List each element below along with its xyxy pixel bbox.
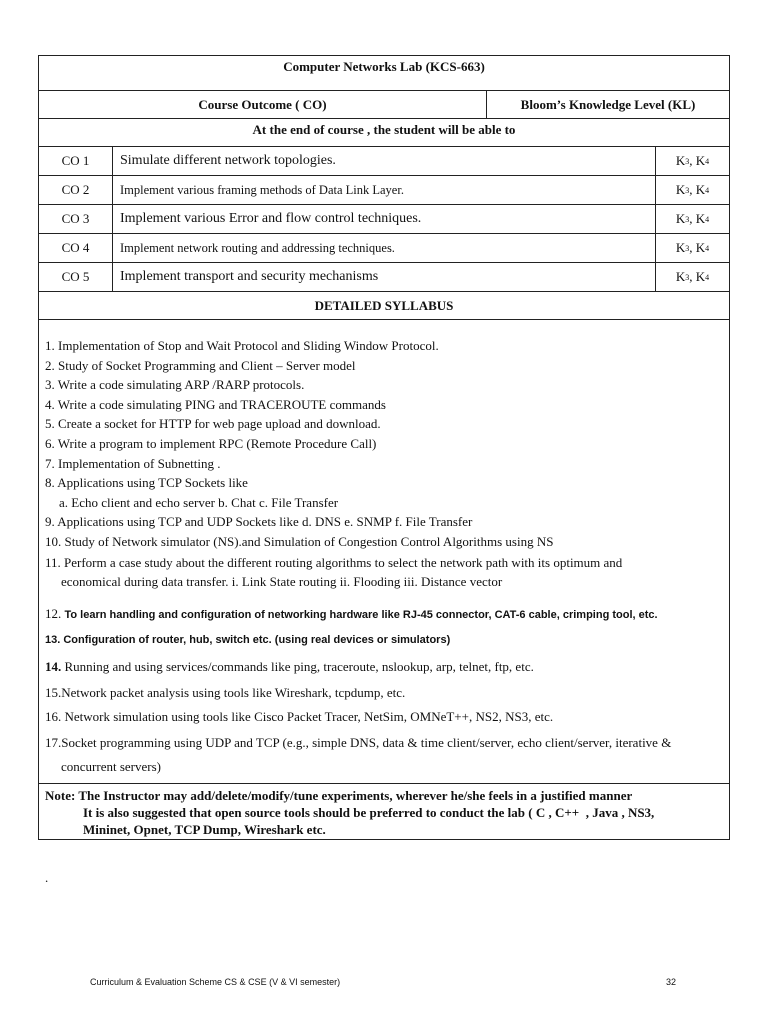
list-item: 3. Write a code simulating ARP /RARP protocols. (45, 377, 305, 393)
syllabus-list (39, 320, 729, 784)
note-line: Note: The Instructor may add/delete/modify/tune experiments, wherever he/she feels in a justified manner (45, 787, 633, 803)
co-knowledge-level: K 3 , K 4 (675, 182, 710, 197)
intro-statement: At the end of course , the student will be able to (39, 119, 729, 147)
list-item: economical during data transfer. i. Link State routing ii. Flooding iii. Distance vector (61, 574, 503, 590)
list-item: 13. Configuration of router, hub, switch etc. (using real devices or simulators) (45, 634, 451, 647)
co-knowledge-level: K 3 , K 4 (675, 211, 710, 226)
list-item: 2. Study of Socket Programming and Client – Server model (45, 357, 356, 373)
table-row (39, 176, 729, 205)
list-item: 7. Implementation of Subnetting . (45, 455, 221, 471)
list-item: concurrent servers) (61, 759, 161, 775)
co-description: Implement network routing and addressing techniques. (113, 234, 656, 262)
page-number: 32 (666, 977, 677, 987)
table-row (39, 234, 729, 263)
list-item: 15.Network packet analysis using tools like Wireshark, tcpdump, etc. (45, 684, 406, 700)
note-line: Mininet, Opnet, TCP Dump, Wireshark etc. (83, 821, 326, 837)
co-id: CO 1 (39, 147, 113, 175)
co-id: CO 5 (39, 263, 113, 291)
table-row (39, 147, 729, 176)
co-knowledge-level: K 3 , K 4 (675, 240, 710, 255)
co-id: CO 3 (39, 205, 113, 233)
list-item: 5. Create a socket for HTTP for web page upload and download. (45, 416, 381, 432)
list-item: 16. Network simulation using tools like Cisco Packet Tracer, NetSim, OMNeT++, NS2, NS3, etc. (45, 709, 554, 725)
course-outcome-header: Course Outcome ( CO) (39, 91, 487, 118)
syllabus-table (38, 55, 730, 840)
knowledge-level-header: Bloom’s Knowledge Level (KL) (520, 96, 696, 112)
list-item: 1. Implementation of Stop and Wait Protocol and Sliding Window Protocol. (45, 338, 439, 353)
co-knowledge-level: K 3 , K 4 (675, 153, 710, 168)
syllabus-heading: DETAILED SYLLABUS (39, 292, 729, 320)
list-item: 10. Study of Network simulator (NS).and Simulation of Congestion Control Algorithms using NS (45, 533, 554, 549)
co-knowledge-level: K 3 , K 4 (675, 269, 710, 284)
co-id: CO 2 (39, 176, 113, 204)
co-description: Implement transport and security mechanisms (113, 263, 656, 291)
list-item: 4. Write a code simulating PING and TRACEROUTE commands (45, 396, 386, 412)
co-description: Simulate different network topologies. (113, 147, 656, 175)
course-title: Computer Networks Lab (KCS-663) (39, 56, 729, 91)
instructor-note (39, 784, 729, 839)
co-description: Implement various Error and flow control techniques. (113, 205, 656, 233)
co-description: Implement various framing methods of Data Link Layer. (113, 176, 656, 204)
list-item: 14. Running and using services/commands like ping, traceroute, nslookup, arp, telnet, ftp, etc. (45, 658, 534, 674)
list-item: 17.Socket programming using UDP and TCP (e.g., simple DNS, data & time client/server, echo client/server, iterative & (45, 734, 672, 750)
table-row (39, 205, 729, 234)
list-item: 11. Perform a case study about the different routing algorithms to select the network path with its optimum and (45, 554, 623, 570)
note-line: It is also suggested that open source tools should be preferred to conduct the lab ( C , C++ , Java , NS3, (83, 804, 655, 820)
list-item: 12. To learn handling and configuration of networking hardware like RJ-45 connector, CAT-6 cable, crimping tool, etc. (45, 605, 658, 621)
list-item: 9. Applications using TCP and UDP Sockets like d. DNS e. SNMP f. File Transfer (45, 514, 473, 530)
table-row (39, 263, 729, 292)
co-id: CO 4 (39, 234, 113, 262)
stray-dot: . (45, 870, 49, 885)
table-header-row (39, 91, 729, 119)
list-item: a. Echo client and echo server b. Chat c. File Transfer (59, 494, 339, 510)
footer-curriculum-title: Curriculum & Evaluation Scheme CS & CSE (V & VI semester) (90, 977, 341, 987)
list-item: 6. Write a program to implement RPC (Remote Procedure Call) (45, 435, 377, 451)
list-item: 8. Applications using TCP Sockets like (45, 475, 248, 491)
